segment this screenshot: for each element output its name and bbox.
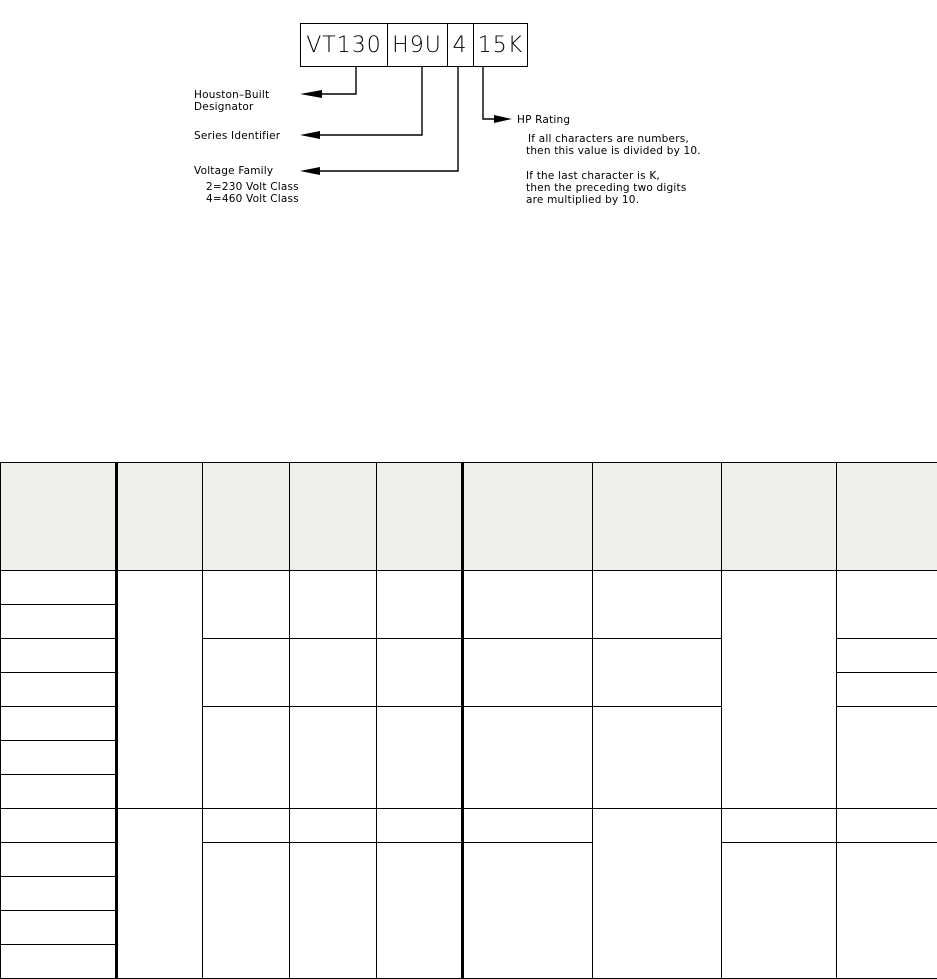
label-hp-note1-line-2: then this value is divided by 10.: [526, 145, 701, 157]
table-cell: [290, 843, 377, 979]
header-cell: [117, 463, 203, 571]
table-cell: [290, 639, 377, 707]
table-cell: [117, 571, 203, 809]
table-cell: [203, 571, 290, 639]
table-cell: [722, 843, 837, 979]
label-voltage-title: Voltage Family: [194, 165, 273, 177]
label-hp-note1-line-1: If all characters are numbers,: [528, 133, 689, 145]
table-cell: [463, 809, 593, 843]
table-cell: [117, 809, 203, 979]
table-cell: [463, 843, 593, 979]
label-hp-note2-line-2: then the preceding two digits: [526, 182, 687, 194]
table-row: [1, 809, 937, 843]
table-cell: [290, 707, 377, 809]
label-hp-note2-line-1: If the last character is K,: [526, 170, 660, 182]
arrow-hp-icon: [494, 115, 512, 123]
table-cell: [290, 809, 377, 843]
table-cell: [837, 673, 937, 707]
label-hp-title: HP Rating: [517, 114, 570, 126]
arrow-series-icon: [300, 131, 320, 139]
table-cell: [203, 639, 290, 707]
table-cell: [1, 673, 117, 707]
table-cell: [1, 945, 117, 979]
table-cell: [463, 707, 593, 809]
table-cell: [377, 639, 463, 707]
header-cell: [1, 463, 117, 571]
table-cell: [377, 707, 463, 809]
code-segment-voltage: 4: [447, 23, 474, 67]
table-cell: [377, 571, 463, 639]
table-cell: [722, 571, 837, 809]
table-cell: [290, 571, 377, 639]
table-cell: [377, 843, 463, 979]
label-series: Series Identifier: [194, 130, 280, 142]
label-voltage-line-1: 2=230 Volt Class: [206, 181, 299, 193]
spec-table: [0, 462, 937, 979]
table-cell: [463, 639, 593, 707]
table-cell: [203, 843, 290, 979]
header-cell: [722, 463, 837, 571]
table-cell: [1, 639, 117, 673]
table-cell: [1, 809, 117, 843]
model-number-diagram: [0, 0, 937, 260]
label-voltage-line-2: 4=460 Volt Class: [206, 193, 299, 205]
table-cell: [1, 605, 117, 639]
arrow-voltage-icon: [300, 167, 320, 175]
table-cell: [593, 571, 722, 639]
label-designator-2: Designator: [194, 101, 254, 113]
header-cell: [203, 463, 290, 571]
spec-table-container: [0, 462, 937, 978]
code-segment-series: H9U: [387, 23, 448, 67]
table-cell: [1, 775, 117, 809]
table-cell: [837, 809, 937, 843]
table-cell: [837, 843, 937, 979]
table-cell: [1, 843, 117, 877]
code-segment-hp: 15K: [473, 23, 528, 67]
table-cell: [203, 809, 290, 843]
header-cell: [593, 463, 722, 571]
header-cell: [837, 463, 937, 571]
table-cell: [722, 809, 837, 843]
table-header-row: [1, 463, 937, 571]
table-cell: [593, 639, 722, 707]
header-cell: [290, 463, 377, 571]
table-cell: [1, 877, 117, 911]
header-cell: [463, 463, 593, 571]
table-cell: [837, 571, 937, 639]
table-cell: [837, 707, 937, 809]
table-cell: [1, 707, 117, 741]
header-cell: [377, 463, 463, 571]
table-cell: [593, 809, 722, 979]
code-segment-base: VT130: [300, 23, 388, 67]
table-cell: [463, 571, 593, 639]
table-cell: [593, 707, 722, 809]
table-cell: [1, 911, 117, 945]
table-row: [1, 571, 937, 605]
table-cell: [203, 707, 290, 809]
table-cell: [377, 809, 463, 843]
connector-lines: [0, 0, 937, 260]
table-cell: [1, 741, 117, 775]
label-hp-note2-line-3: are multiplied by 10.: [526, 194, 639, 206]
arrow-designator-icon: [300, 90, 322, 98]
label-designator-1: Houston–Built: [194, 89, 269, 101]
table-cell: [837, 639, 937, 673]
table-cell: [1, 571, 117, 605]
